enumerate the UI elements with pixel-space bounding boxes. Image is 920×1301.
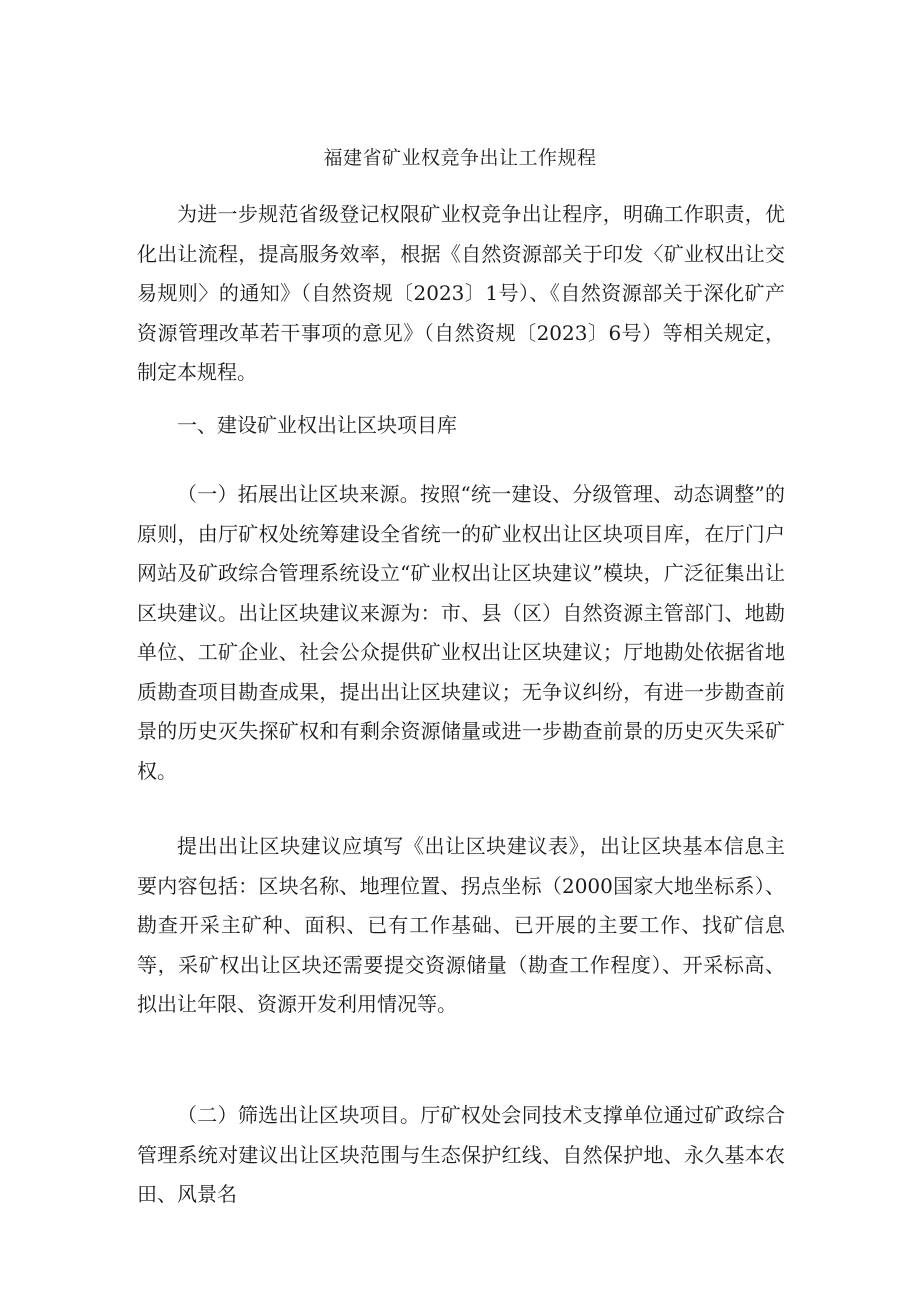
section-detail-paragraph: 提出出让区块建议应填写《出让区块建议表》，出让区块基本信息主要内容包括：区块名称、地理位置、拐点坐标（2000国家大地坐标系）、勘查开采主矿种、面积、已有工作基础、已开展的主要工作、找矿信息等，采矿权出让区块还需要提交资源储量（勘查工作程度）、开采标高、拟出让年限、资源开发利用情况等。 [137,834,785,1016]
intro-paragraph: 为进一步规范省级登记权限矿业权竞争出让程序，明确工作职责，优化出让流程，提高服务效率，根据《自然资源部关于印发〈矿业权出让交易规则〉的通知》（自然资规〔2023〕1号）、《自然资源部关于深化矿产资源管理改革若干事项的意见》（自然资规〔2023〕6号）等相关规定，制定本规程。 [137,202,785,384]
section-heading: 一、建设矿业权出让区块项目库 [177,413,457,437]
document-title: 福建省矿业权竞争出让工作规程 [323,147,597,169]
section-item-paragraph: （二）筛选出让区块项目。厅矿权处会同技术支撑单位通过矿政综合管理系统对建议出让区块范围与生态保护红线、自然保护地、永久基本农田、风景名 [137,1103,785,1206]
section-item-paragraph: （一）拓展出让区块来源。按照“统一建设、分级管理、动态调整”的原则，由厅矿权处统筹建设全省统一的矿业权出让区块项目库，在厅门户网站及矿政综合管理系统设立“矿业权出让区块建议”模块，广泛征集出让区块建议。出让区块建议来源为：市、县（区）自然资源主管部门、地勘单位、工矿企业、社会公众提供矿业权出让区块建议；厅地勘处依据省地质勘查项目勘查成果，提出出让区块建议；无争议纠纷，有进一步勘查前景的历史灭失探矿权和有剩余资源储量或进一步勘查前景的历史灭失采矿权。 [137,482,785,783]
